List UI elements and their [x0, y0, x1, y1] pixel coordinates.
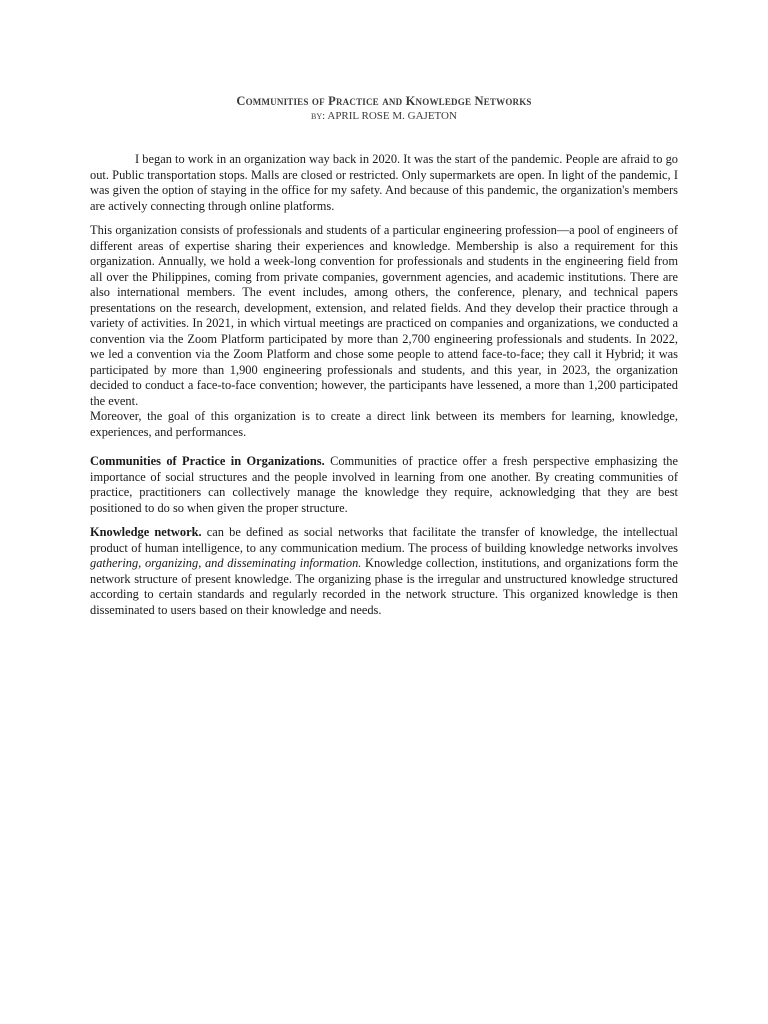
- knowledge-emphasis: gathering, organizing, and disseminating information.: [90, 556, 362, 570]
- paragraph-organization: This organization consists of professionals and students of a particular engineering profession—a pool of engineers of different areas of expertise sharing their experiences and knowledge. Membership is also a requirement for this organization. Annually, we hold a week-long convention for professionals and students in the engineering field from all over the Philippines, coming from private companies, government agencies, and academic institutions. There are also international members. The event includes, among others, the conference, plenary, and technical papers presentations on the research, development, extension, and related fields. And they develop their practice through a variety of activities. In 2021, in which virtual meetings are practiced on companies and organizations, we conducted a convention via the Zoom Platform participated by more than 2,700 engineering professionals and students. In 2022, we led a convention via the Zoom Platform and chose some people to attend face-to-face; they call it Hybrid; it was participated by more than 1,900 engineering professionals and students, and this year, in 2023, the organization decided to conduct a face-to-face convention; however, the participants have lessened, a more than 1,200 participated the event.: [90, 223, 678, 408]
- paragraph-communities-of-practice: [90, 454, 678, 516]
- byline: [90, 109, 678, 123]
- document-page: [90, 94, 678, 618]
- paragraph-goal: Moreover, the goal of this organization is to create a direct link between its members for learning, knowledge, experiences, and performances.: [90, 409, 678, 439]
- section-heading-communities: Communities of Practice in Organizations.: [90, 454, 325, 468]
- document-title: Communities of Practice and Knowledge Networks: [236, 94, 532, 108]
- byline-prefix: by:: [311, 110, 326, 122]
- author-name: APRIL ROSE M. GAJETON: [327, 110, 457, 122]
- paragraph-knowledge-network: [90, 525, 678, 618]
- section-heading-knowledge-network: Knowledge network.: [90, 525, 202, 539]
- knowledge-body-before: can be defined as social networks that facilitate the transfer of knowledge, the intellectual product of human intelligence, to any communication medium. The process of building knowledge networks involves: [90, 525, 678, 555]
- knowledge-body-after: Knowledge collection, institutions, and organizations form the network structure of present knowledge. The organizing phase is the irregular and unstructured knowledge structured according to certain standards and regularly recorded in the network structure. This organized knowledge is then disseminated to users based on their knowledge and needs.: [90, 556, 678, 617]
- paragraph-intro: I began to work in an organization way back in 2020. It was the start of the pandemic. People are afraid to go out. Public transportation stops. Malls are closed or restricted. Only supermarkets are open. In light of the pandemic, I was given the option of staying in the office for my safety. And because of this pandemic, the organization's members are actively connecting through online platforms.: [90, 152, 678, 213]
- communities-body: Communities of practice offer a fresh perspective emphasizing the importance of social structures and the people involved in learning from one another. By creating communities of practice, practitioners can collectively manage the knowledge they require, acknowledging that they are best positioned to do so when given the proper structure.: [90, 454, 678, 515]
